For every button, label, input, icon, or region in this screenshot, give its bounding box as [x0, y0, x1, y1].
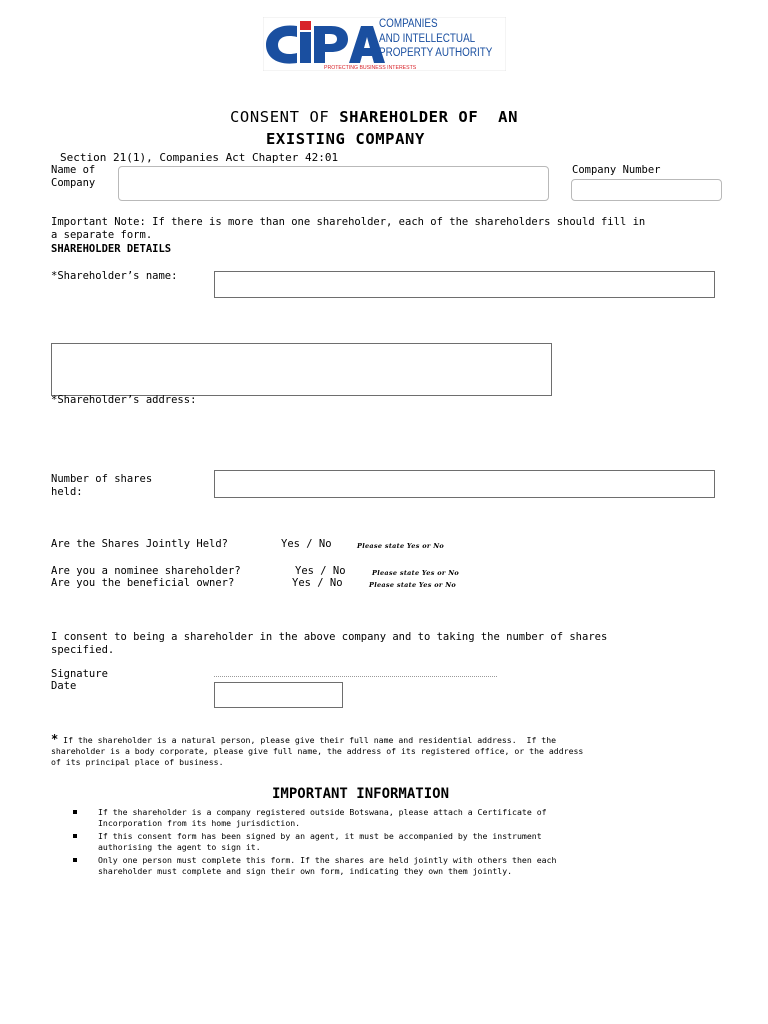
list-item [73, 831, 713, 853]
footnote-text: If the shareholder is a natural person, please give their full name and residential address. If the shareholder is a body corporate, please give full name, the address of its registered office, or the address of its principal place of business. [51, 735, 584, 767]
question-label: Are you a nominee shareholder? [51, 565, 241, 577]
company-number-input[interactable] [572, 182, 721, 202]
title-part-a: CONSENT OF [230, 108, 340, 126]
footnote-star: * [51, 732, 59, 746]
signature-label: Signature [51, 668, 108, 680]
answer-nominee[interactable]: Yes / No [295, 565, 346, 577]
company-name-field[interactable] [118, 166, 549, 201]
form-title [230, 108, 518, 126]
list-item [73, 807, 713, 829]
important-info-heading: IMPORTANT INFORMATION [272, 786, 450, 802]
shareholder-address-label: *Shareholder’s address: [51, 394, 197, 406]
answer-beneficial[interactable]: Yes / No [292, 577, 343, 589]
shareholder-name-label: *Shareholder’s name: [51, 270, 178, 282]
shareholder-address-input[interactable] [52, 344, 551, 395]
logo-line3: PROPERTY AUTHORITY [379, 47, 493, 59]
company-name-input[interactable] [119, 167, 548, 200]
cipa-logo [263, 17, 506, 71]
info-item-text: If this consent form has been signed by an agent, it must be accompanied by the instrument authorising the agent to sign it. [98, 831, 542, 852]
date-field[interactable] [214, 682, 343, 708]
consent-statement: I consent to being a shareholder in the above company and to taking the number of shares specified. [51, 631, 608, 656]
bullet-icon [73, 834, 77, 838]
question-label: Are the Shares Jointly Held? [51, 538, 229, 550]
shares-held-label: Number of shares held: [51, 473, 153, 498]
bullet-icon [73, 858, 77, 862]
company-number-label: Company Number [572, 164, 661, 176]
signature-line[interactable] [214, 676, 497, 677]
bullet-icon [73, 810, 77, 814]
hint-jointly-held: Please state Yes or No [357, 542, 445, 550]
title-part-b: SHAREHOLDER OF AN [339, 108, 519, 126]
form-title-line2: EXISTING COMPANY [266, 130, 425, 148]
question-jointly-held [51, 538, 228, 551]
date-label: Date [51, 680, 77, 692]
info-item-text: Only one person must complete this form. If the shares are held jointly with others then each shareholder must complete and sign their own form, indicating they own them jointly. [98, 855, 557, 876]
logo-line1: COMPANIES [379, 18, 438, 30]
hint-nominee: Please state Yes or No [372, 569, 460, 577]
shareholder-details-heading: SHAREHOLDER DETAILS [51, 243, 172, 255]
company-name-label: Name of Company [51, 164, 96, 189]
hint-beneficial: Please state Yes or No [369, 581, 457, 589]
shareholder-address-field[interactable] [51, 343, 552, 396]
footnote [51, 734, 741, 768]
logo-tagline: PROTECTING BUSINESS INTERESTS [324, 65, 417, 71]
answer-jointly-held[interactable]: Yes / No [281, 538, 332, 550]
info-item-text: If the shareholder is a company registered outside Botswana, please attach a Certificate of Incorporation from its home jurisdiction. [98, 807, 547, 828]
question-beneficial [51, 577, 234, 590]
important-note: Important Note: If there is more than one shareholder, each of the shareholders should fill in a separate form. [51, 216, 646, 241]
date-input[interactable] [215, 683, 342, 707]
shares-held-input[interactable] [215, 471, 714, 497]
important-info-list [73, 807, 713, 879]
shareholder-name-field[interactable] [214, 271, 715, 298]
company-number-field[interactable] [571, 179, 722, 201]
shareholder-name-input[interactable] [215, 272, 714, 297]
question-label: Are you the beneficial owner? [51, 577, 235, 589]
list-item [73, 855, 713, 877]
logo-line2: AND INTELLECTUAL [379, 32, 476, 45]
shares-held-field[interactable] [214, 470, 715, 498]
section-reference: Section 21(1), Companies Act Chapter 42:01 [60, 151, 339, 164]
